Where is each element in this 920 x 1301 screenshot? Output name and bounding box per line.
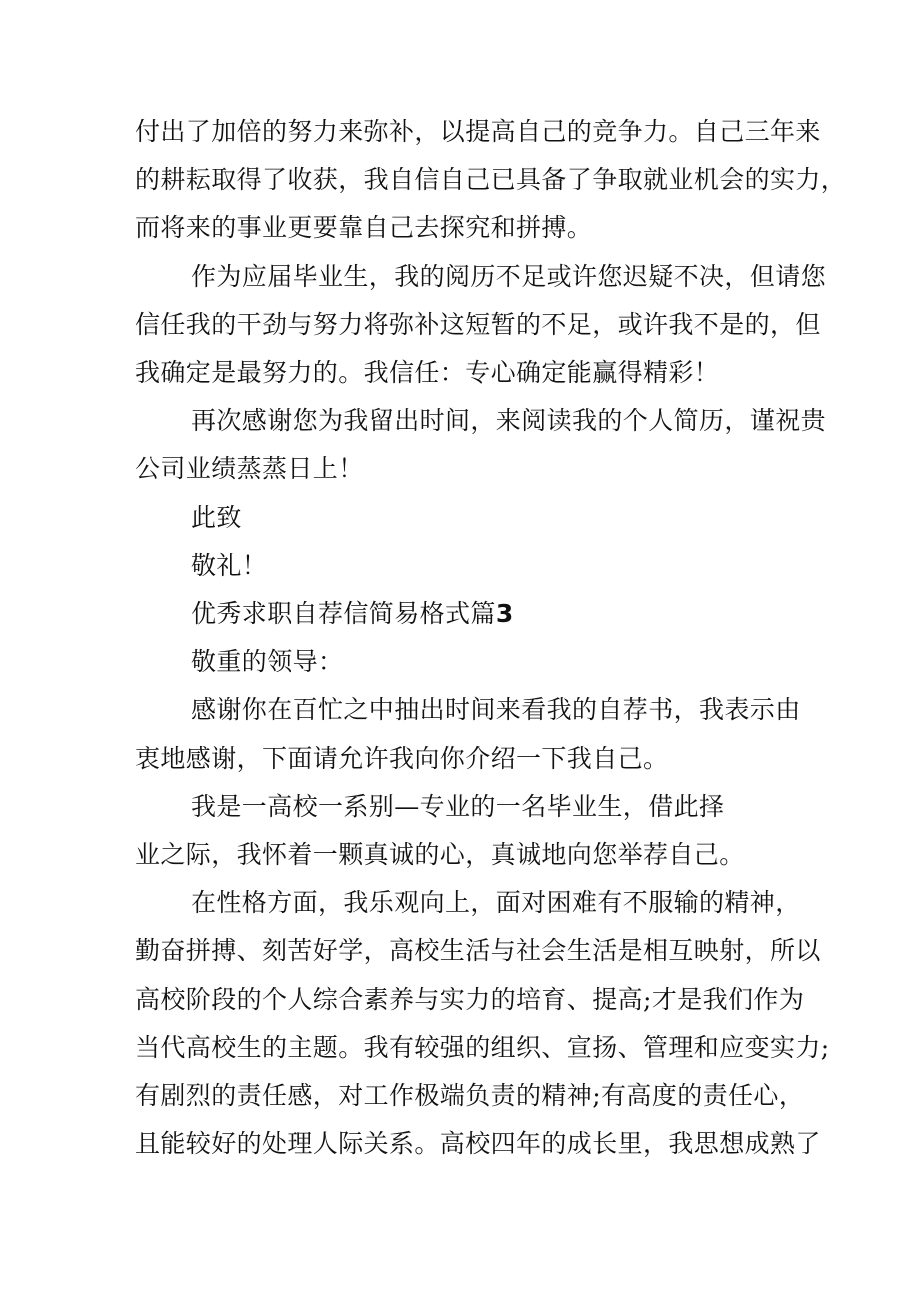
text-line: 敬礼！ [191,550,268,580]
text-line: 有剧烈的责任感，对工作极端负责的精神;有高度的责任心， [135,1081,805,1111]
text-line: 我是一高校一系别—专业的一名毕业生，借此择 [191,791,725,821]
text-line: 高校阶段的个人综合素养与实力的培育、提高;才是我们作为 [135,984,805,1014]
text-line: 作为应届毕业生，我的阅历不足或许您迟疑不决，但请您 [191,261,827,291]
text-line: 感谢你在百忙之中抽出时间来看我的自荐书，我表示由 [191,695,801,725]
text-line: 信任我的干劲与努力将弥补这短暂的不足，或许我不是的，但 [135,309,821,339]
text-line: 业之际，我怀着一颗真诚的心，真诚地向您举荐自己。 [135,840,745,870]
closing-salutation [135,494,795,542]
heading-text: 优秀求职自荐信简易格式篇 [191,599,496,629]
document-body [135,108,847,1168]
heading-number: 3 [495,599,514,629]
heading-line [135,590,795,638]
greeting [135,638,795,686]
paragraph-2 [135,253,827,398]
text-line: 勤奋拼搏、刻苦好学，高校生活与社会生活是相互映射，所以 [135,936,821,966]
text-line: 当代高校生的主题。我有较强的组织、宣扬、管理和应变实力; [135,1032,830,1062]
text-line: 而将来的事业更要靠自己去探究和拼搏。 [135,213,593,243]
section-heading [135,590,795,638]
text-line: 衷地感谢，下面请允许我向你介绍一下我自己。 [135,743,669,773]
text-line: 公司业绩蒸蒸日上！ [135,454,364,484]
paragraph-9 [135,783,795,879]
paragraph-3 [135,397,827,493]
text-line: 在性格方面，我乐观向上，面对困难有不服输的精神， [191,888,801,918]
paragraph-1 [135,108,847,253]
text-line: 此致 [191,502,242,532]
text-line: 再次感谢您为我留出时间，来阅读我的个人简历，谨祝贵 [191,406,827,436]
text-line: 我确定是最努力的。我信任：专心确定能赢得精彩！ [135,358,720,388]
text-line: 且能较好的处理人际关系。高校四年的成长里，我思想成熟了 [135,1129,821,1159]
text-line: 敬重的领导： [191,647,344,677]
paragraph-8 [135,686,801,782]
paragraph-10 [135,879,830,1168]
text-line: 付出了加倍的努力来弥补，以提高自己的竞争力。自己三年来 [135,117,821,146]
text-line: 的耕耘取得了收获，我自信自己已具备了争取就业机会的实力， [135,165,847,195]
closing-regards [135,542,795,590]
